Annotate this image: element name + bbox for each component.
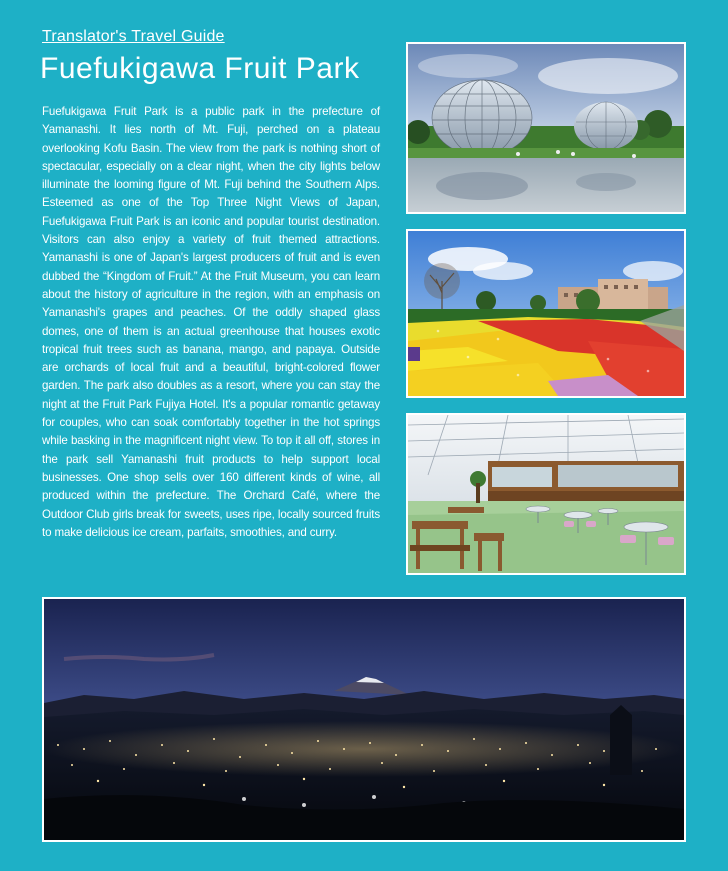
article-body: Fuefukigawa Fruit Park is a public park in the prefecture of Yamanashi. It lies north of Mt. Fuji, perched on a plateau overlooking Kofu Basin. The view from the park is nothing short of spectacular, especially on a clear night, when the city lights below illuminate the looming figure of Mt. Fuji behind the Southern Alps. Esteemed as one of the Top Three Night Views of Japan, Fuefukigawa Fruit Park is an iconic and popular tourist destination. Visitors can also enjoy a variety of fruit themed attractions. Yamanashi is one of Japan's largest producers of fruit and is even dubbed the “Kingdom of Fruit.” At the Fruit Museum, you can learn about the history of agriculture in the region, with an emphasis on Yamanashi's grapes and peaches. Of the oddly shaped glass domes, one of them is an actual greenhouse that houses exotic tropical fruit trees such as banana, mango, and papaya. Outside are orchards of local fruit and a beautiful, bright-colored flower garden. The park also doubles as a resort, where you can stay the night at the Fruit Park Fujiya Hotel. It's a popular romantic getaway for couples, who can soak comfortably together in the hot springs while basking in the magnificent night view. To top it all off, stores in the park sell Yamanashi fruit products to help support local businesses. One shop sells over 160 different kinds of wine, all produced within the prefecture. The Orchard Café, where the Outdoor Club girls break for sweets, uses ripe, locally sourced fruits to make delicious ice cream, parfaits, smoothies, and curry. <box>42 105 380 539</box>
page-title: Fuefukigawa Fruit Park <box>40 52 360 85</box>
guide-kicker: Translator's Travel Guide <box>42 28 225 45</box>
photo-night-view <box>42 597 686 842</box>
photo-glass-domes <box>406 42 686 214</box>
photo-flower-garden <box>406 229 686 398</box>
photo-orchard-cafe <box>406 413 686 575</box>
